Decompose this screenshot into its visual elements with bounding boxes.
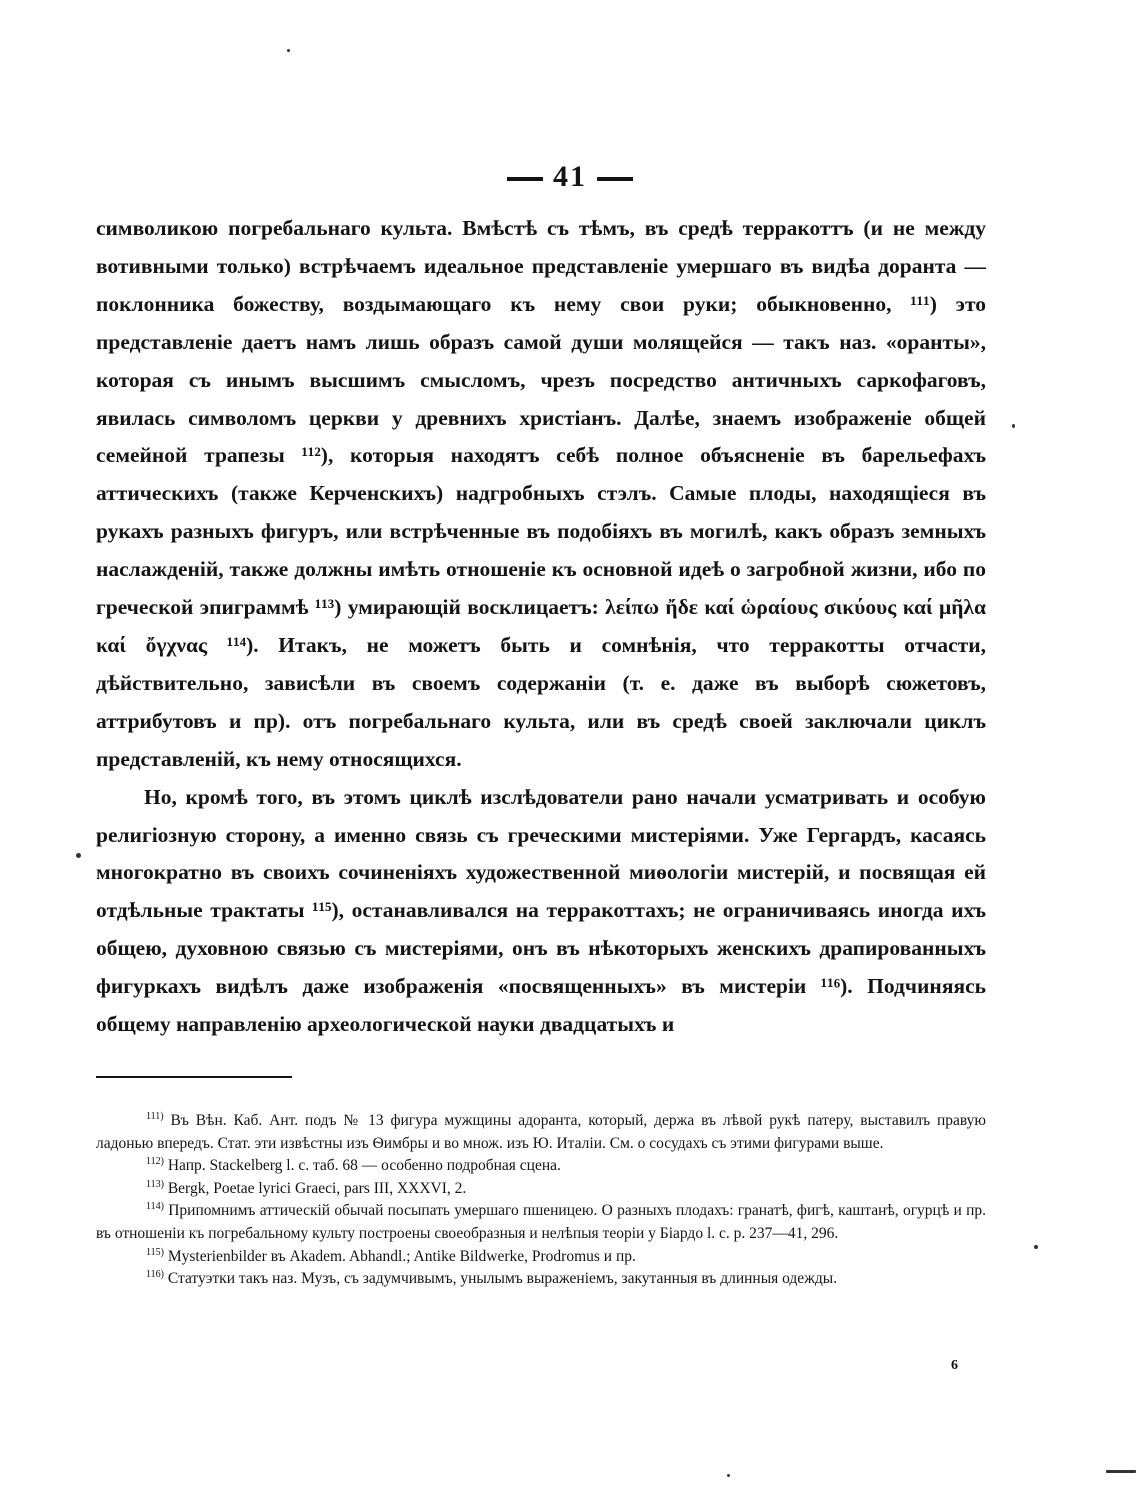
main-text	[96, 210, 986, 1044]
footnote-number: 112)	[146, 1156, 164, 1168]
footnotes	[96, 1110, 986, 1291]
footnote-number: 115)	[146, 1246, 164, 1258]
scan-speck	[76, 853, 81, 858]
footnote-115	[96, 1246, 986, 1269]
header-right-dash	[597, 177, 633, 181]
footnote-number: 114)	[146, 1201, 164, 1213]
footnote-text: Статуэтки такъ наз. Музъ, съ задумчивымъ, унылымъ выраженіемъ, закутанныя въ длинныя одежды.	[167, 1270, 838, 1288]
footnote-text: Bergk, Poetae lyrici Graeci, pars III, XXXVI, 2.	[167, 1179, 467, 1197]
footnote-116	[96, 1268, 986, 1291]
paragraph-1: символикою погребальнаго культа. Вмѣстѣ съ тѣмъ, въ средѣ терракоттъ (и не между вотивными только) встрѣчаемъ идеальное представленіе умершаго въ видѣа доранта — поклонника божеству, воздымающаго къ нему свои руки; обыкновенно, ¹¹¹) это представленіе даетъ намъ лишь образъ самой души молящейся — такъ наз. «оранты», которая съ инымъ высшимъ смысломъ, чрезъ посредство античныхъ саркофаговъ, явилась символомъ церкви у древнихъ христіанъ. Далѣе, знаемъ изображеніе общей семейной трапезы ¹¹²), которыя находятъ себѣ полное объясненіе въ барельефахъ аттическихъ (также Керченскихъ) надгробныхъ стэлъ. Самые плоды, находящіеся въ рукахъ разныхъ фигуръ, или встрѣченные въ подобіяхъ въ могилѣ, какъ образъ земныхъ наслажденій, также должны имѣть отношеніе къ основной идеѣ о загробной жизни, ибо по греческой эпиграммѣ ¹¹³) умирающій восклицаетъ: λείπω ἤδε καί ὡραίους σικύους καί μῆλα καί ὄγχνας ¹¹⁴). Итакъ, не можетъ быть и сомнѣнія, что терракотты отчасти, дѣйствительно, зависѣли въ своемъ содержаніи (т. е. даже въ выборѣ сюжетовъ, аттрибутовъ и пр). отъ погребальнаго культа, или въ средѣ своей заключали циклъ представленій, къ нему относящихся.	[96, 216, 986, 771]
footnote-number: 113)	[146, 1178, 164, 1190]
header-left-dash	[507, 177, 543, 181]
scan-speck	[287, 49, 290, 52]
paragraph-2: Но, кромѣ того, въ этомъ циклѣ изслѣдователи рано начали усматривать и особую религіозную сторону, а именно связь съ греческими мистеріями. Уже Гергардъ, касаясь многократно въ своихъ сочиненіяхъ художественной миѳологіи мистерій, и посвящая ей отдѣльные трактаты ¹¹⁵), останавливался на терракоттахъ; не ограничиваясь иногда ихъ общею, духовною связью съ мистеріями, онъ въ нѣкоторыхъ женскихъ драпированныхъ фигуркахъ видѣлъ даже изображенія «посвященныхъ» въ мистеріи ¹¹⁶). Подчиняясь общему направленію археологической науки двадцатыхъ и	[96, 784, 986, 1037]
signature-mark: 6	[951, 1358, 958, 1373]
page-header	[0, 160, 1140, 194]
scan-speck	[1106, 1470, 1136, 1473]
footnote-112	[96, 1155, 986, 1178]
footnote-text: Mysterienbilder въ Akadem. Abhandl.; Antike Bildwerke, Prodromus и пр.	[167, 1247, 636, 1265]
footnote-divider	[96, 1076, 292, 1078]
footnote-114	[96, 1200, 986, 1245]
scan-speck	[727, 1474, 730, 1477]
scan-speck	[1034, 1245, 1038, 1249]
footnote-111	[96, 1110, 986, 1155]
footnote-text: Напр. Stackelberg l. c. таб. 68 — особенно подробная сцена.	[167, 1157, 561, 1175]
footnote-text: Припомнимъ аттическій обычай посыпать умершаго пшеницею. О разныхъ плодахъ: гранатѣ, фигѣ, каштанѣ, огурцѣ и пр. въ отношеніи къ погребальному культу построены своеобразныя и нелѣпыя теоріи у Біардо l. c. p. 237—41, 296.	[96, 1202, 987, 1242]
footnote-text: Въ Вѣн. Каб. Ант. подъ № 13 фигура мужщины адоранта, который, держа въ лѣвой рукѣ патеру, выставилъ правую ладонью впередъ. Стат. эти извѣстны изъ Ѳимбры и во множ. изъ Ю. Италіи. См. о сосудахъ съ этими фигурами выше.	[96, 1112, 987, 1152]
page-number: 41	[553, 160, 587, 193]
footnote-113	[96, 1178, 986, 1201]
scan-speck	[1012, 424, 1015, 428]
footnote-number: 111)	[146, 1110, 164, 1122]
footnote-number: 116)	[146, 1269, 164, 1280]
